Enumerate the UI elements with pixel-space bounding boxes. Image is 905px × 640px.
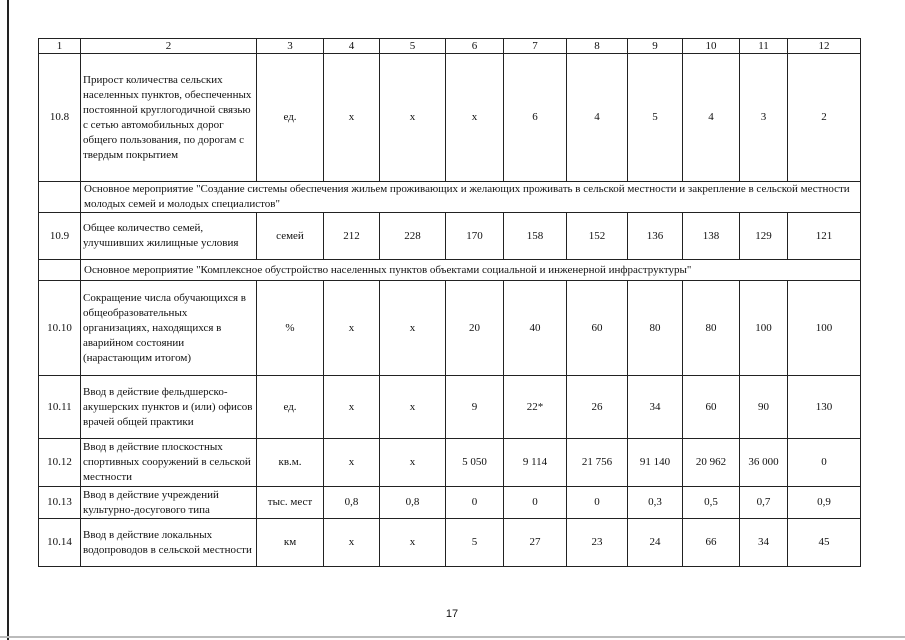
value-cell: 3 — [740, 54, 788, 182]
value-cell: 40 — [504, 281, 567, 376]
indicator-name: Общее количество семей, улучшивших жилищные условия — [81, 213, 257, 260]
value-cell: 0,8 — [380, 487, 446, 519]
column-number-cell: 9 — [628, 39, 683, 54]
table-row-10-14 — [39, 519, 861, 567]
value-cell: 212 — [324, 213, 380, 260]
value-cell: 5 050 — [446, 439, 504, 487]
indicators-table — [38, 38, 861, 567]
section-row — [39, 260, 861, 281]
value-cell: 80 — [683, 281, 740, 376]
value-cell: 34 — [740, 519, 788, 567]
table-row-10-8 — [39, 54, 861, 182]
value-cell: 20 — [446, 281, 504, 376]
column-number-cell: 11 — [740, 39, 788, 54]
value-cell: 100 — [788, 281, 861, 376]
row-number: 10.12 — [39, 439, 81, 487]
table-row-10-11 — [39, 376, 861, 439]
value-cell: х — [446, 54, 504, 182]
unit-cell: кв.м. — [257, 439, 324, 487]
value-cell: 45 — [788, 519, 861, 567]
column-number-cell: 3 — [257, 39, 324, 54]
column-number-cell: 6 — [446, 39, 504, 54]
value-cell: х — [380, 281, 446, 376]
value-cell: 121 — [788, 213, 861, 260]
value-cell: х — [380, 376, 446, 439]
row-number: 10.13 — [39, 487, 81, 519]
value-cell: 60 — [567, 281, 628, 376]
table-row-10-12 — [39, 439, 861, 487]
value-cell: 136 — [628, 213, 683, 260]
value-cell: 4 — [567, 54, 628, 182]
unit-cell: ед. — [257, 376, 324, 439]
value-cell: 0 — [504, 487, 567, 519]
value-cell: 130 — [788, 376, 861, 439]
value-cell: 0,5 — [683, 487, 740, 519]
value-cell: 6 — [504, 54, 567, 182]
column-number-cell: 5 — [380, 39, 446, 54]
row-number: 10.10 — [39, 281, 81, 376]
table-row-10-13 — [39, 487, 861, 519]
value-cell: х — [324, 519, 380, 567]
value-cell: 36 000 — [740, 439, 788, 487]
value-cell: 228 — [380, 213, 446, 260]
indicator-name: Прирост количества сельских населенных пунктов, обеспеченных постоянной круглогодичной связью с сетью автомобильных дорог общего пользования, по дорогам с твердым покрытием — [81, 54, 257, 182]
value-cell: 20 962 — [683, 439, 740, 487]
value-cell: 66 — [683, 519, 740, 567]
page-number: 17 — [445, 608, 459, 620]
value-cell: х — [324, 54, 380, 182]
section-empty-cell — [39, 260, 81, 281]
column-number-cell: 8 — [567, 39, 628, 54]
value-cell: 27 — [504, 519, 567, 567]
unit-cell: семей — [257, 213, 324, 260]
column-number-cell: 7 — [504, 39, 567, 54]
value-cell: 91 140 — [628, 439, 683, 487]
section-heading: Основное мероприятие "Создание системы обеспечения жильем проживающих и желающих проживать в сельской местности и закрепление в сельской местности молодых семей и молодых специалистов" — [81, 182, 861, 213]
page-left-edge — [7, 0, 9, 640]
value-cell: 158 — [504, 213, 567, 260]
value-cell: 100 — [740, 281, 788, 376]
value-cell: 26 — [567, 376, 628, 439]
row-number: 10.8 — [39, 54, 81, 182]
value-cell: х — [380, 54, 446, 182]
value-cell: 24 — [628, 519, 683, 567]
value-cell: х — [380, 439, 446, 487]
column-number-cell: 2 — [81, 39, 257, 54]
value-cell: 0 — [446, 487, 504, 519]
indicator-name: Ввод в действие плоскостных спортивных сооружений в сельской местности — [81, 439, 257, 487]
value-cell: 22* — [504, 376, 567, 439]
value-cell: 129 — [740, 213, 788, 260]
section-row — [39, 182, 861, 213]
unit-cell: % — [257, 281, 324, 376]
value-cell: 170 — [446, 213, 504, 260]
value-cell: х — [324, 281, 380, 376]
value-cell: 152 — [567, 213, 628, 260]
value-cell: х — [324, 376, 380, 439]
column-number-cell: 4 — [324, 39, 380, 54]
value-cell: 80 — [628, 281, 683, 376]
table-row-10-10 — [39, 281, 861, 376]
value-cell: 0,3 — [628, 487, 683, 519]
indicator-name: Сокращение числа обучающихся в общеобразовательных организациях, находящихся в аварийном состоянии (нарастающим итогом) — [81, 281, 257, 376]
column-number-row — [39, 39, 861, 54]
value-cell: 23 — [567, 519, 628, 567]
value-cell: 9 — [446, 376, 504, 439]
value-cell: 5 — [446, 519, 504, 567]
value-cell: 0 — [567, 487, 628, 519]
indicator-name: Ввод в действие фельдшерско-акушерских пунктов и (или) офисов врачей общей практики — [81, 376, 257, 439]
page-bottom-edge — [0, 636, 905, 638]
indicator-name: Ввод в действие учреждений культурно-досугового типа — [81, 487, 257, 519]
value-cell: 0,9 — [788, 487, 861, 519]
value-cell: 34 — [628, 376, 683, 439]
value-cell: 4 — [683, 54, 740, 182]
value-cell: х — [380, 519, 446, 567]
value-cell: 138 — [683, 213, 740, 260]
column-number-cell: 12 — [788, 39, 861, 54]
value-cell: 90 — [740, 376, 788, 439]
unit-cell: км — [257, 519, 324, 567]
value-cell: 60 — [683, 376, 740, 439]
value-cell: 0 — [788, 439, 861, 487]
section-empty-cell — [39, 182, 81, 213]
value-cell: 0,8 — [324, 487, 380, 519]
table-body — [39, 39, 861, 567]
row-number: 10.11 — [39, 376, 81, 439]
section-heading: Основное мероприятие "Комплексное обустройство населенных пунктов объектами социальной и инженерной инфраструктуры" — [81, 260, 861, 281]
row-number: 10.9 — [39, 213, 81, 260]
value-cell: 2 — [788, 54, 861, 182]
value-cell: 5 — [628, 54, 683, 182]
value-cell: 21 756 — [567, 439, 628, 487]
table-row-10-9 — [39, 213, 861, 260]
row-number: 10.14 — [39, 519, 81, 567]
column-number-cell: 10 — [683, 39, 740, 54]
value-cell: х — [324, 439, 380, 487]
indicator-name: Ввод в действие локальных водопроводов в сельской местности — [81, 519, 257, 567]
value-cell: 9 114 — [504, 439, 567, 487]
unit-cell: ед. — [257, 54, 324, 182]
unit-cell: тыс. мест — [257, 487, 324, 519]
column-number-cell: 1 — [39, 39, 81, 54]
value-cell: 0,7 — [740, 487, 788, 519]
